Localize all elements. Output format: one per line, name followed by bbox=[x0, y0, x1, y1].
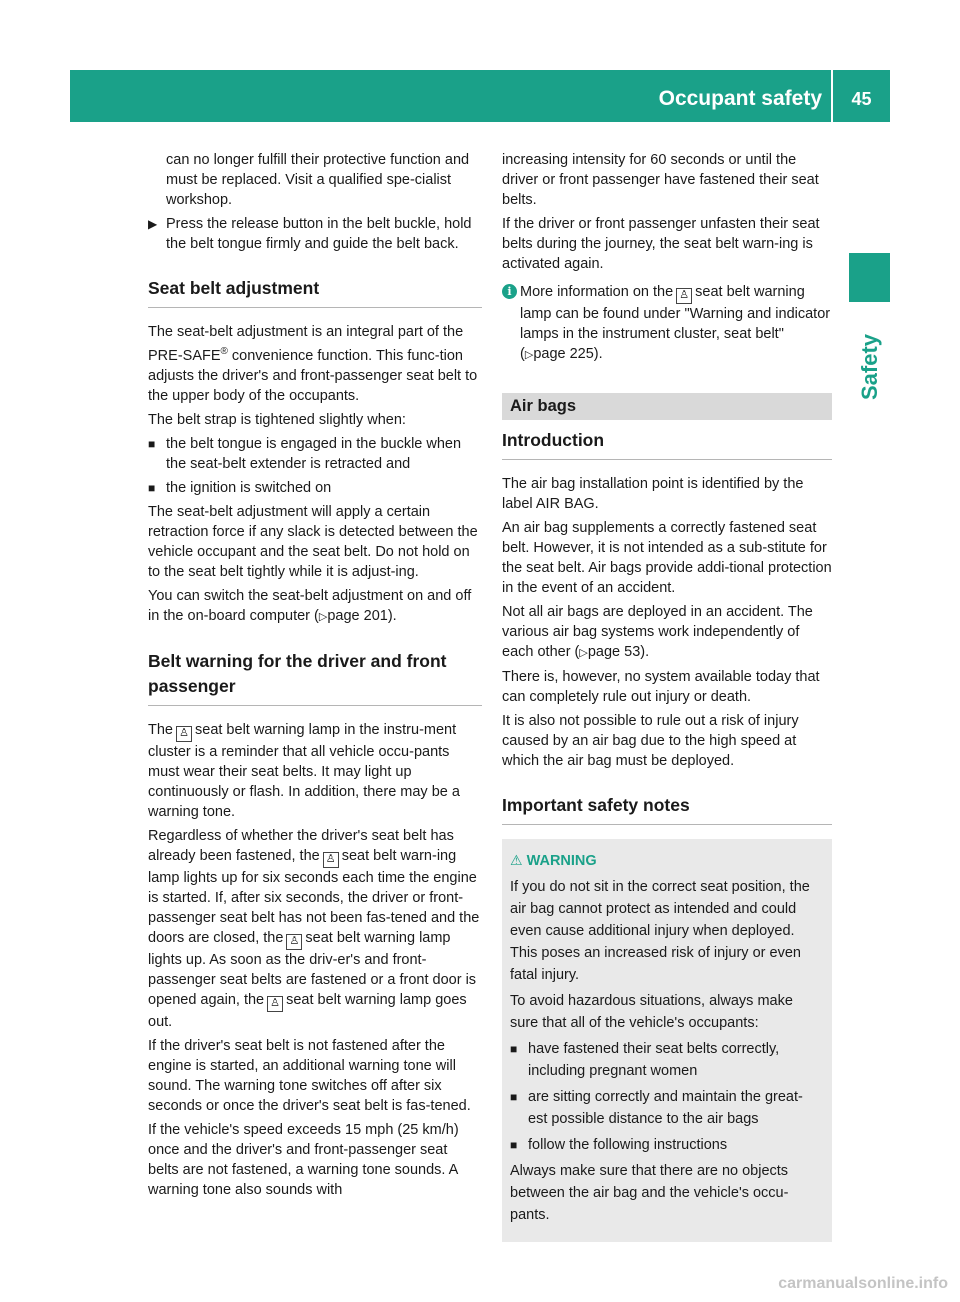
side-tab-block bbox=[849, 253, 890, 302]
paragraph: Always make sure that there are no objects between the air bag and the vehicle's occu-pants. bbox=[510, 1163, 789, 1223]
paragraph: It is also not possible to rule out a risk of injury caused by an air bag due to the high speed at which the air bag must be deployed. bbox=[502, 713, 799, 769]
paragraph: An air bag supplements a correctly fastened seat belt. However, it is not intended as a sub-stitute for the seat belt. Air bags provide addi-tional protection in the event of an accident. bbox=[502, 520, 832, 596]
heading-introduction: Introduction bbox=[502, 430, 605, 450]
list-item: ■ the belt tongue is engaged in the buckle when the seat-belt extender is retracted and bbox=[148, 435, 462, 472]
page-ref-link[interactable]: page 53). bbox=[587, 644, 650, 660]
list-item: ■ the ignition is switched on bbox=[148, 479, 332, 496]
paragraph: The seat-belt adjustment is an integral part of the PRE-SAFE® convenience function. This func-tion adjusts the driver's and front-passenger seat belt to the upper body of the occupants. bbox=[148, 324, 478, 404]
chapter-heading-air-bags: Air bags bbox=[502, 393, 832, 420]
left-column bbox=[148, 150, 482, 1204]
seatbelt-icon: ♙ bbox=[267, 996, 283, 1012]
side-tab-label: Safety bbox=[857, 333, 882, 400]
list-item: ■ are sitting correctly and maintain the great-est possible distance to the air bags bbox=[510, 1086, 822, 1130]
paragraph: If the driver's seat belt is not fastened after the engine is started, an additional warning tone will sound. The warning tone switches off after six seconds or once the driver's seat belt is fas-tened. bbox=[148, 1037, 471, 1114]
paragraph: Regardless of whether the driver's seat belt has already been fastened, the ♙ seat belt warn-ing lamp lights up for six seconds each time the engine is started. If, after six seconds, the driver or front-passenger seat belt has not been fas-tened and the doors are closed, the ♙ seat belt warning lamp lights up. As soon as the driv-er's and front-passenger seat belts are fastened or a front door is opened again, the ♙ seat belt warning lamp goes out. bbox=[148, 827, 480, 1030]
warning-header: ⚠ WARNING bbox=[510, 852, 597, 869]
page-ref-arrow-icon: ▷ bbox=[524, 349, 534, 361]
page-ref-arrow-icon: ▷ bbox=[318, 610, 328, 623]
paragraph: You can switch the seat-belt adjustment on and off in the on-board computer (▷page 201). bbox=[148, 587, 472, 624]
section-heading bbox=[502, 428, 832, 460]
seatbelt-icon: ♙ bbox=[286, 934, 302, 950]
page-ref-link[interactable]: page 201). bbox=[327, 607, 397, 624]
paragraph: The air bag installation point is identified by the label AIR BAG. bbox=[502, 476, 804, 512]
paragraph: There is, however, no system available today that can completely rule out injury or death. bbox=[502, 669, 820, 705]
bullet-icon: ■ bbox=[510, 1138, 518, 1152]
paragraph: can no longer fulfill their protective function and must be replaced. Visit a qualified spe-cialist workshop. bbox=[166, 152, 470, 208]
watermark: carmanualsonline.info bbox=[778, 1275, 948, 1292]
bullet-icon: ■ bbox=[510, 1090, 518, 1104]
page-number: 45 bbox=[851, 89, 872, 109]
bullet-icon: ■ bbox=[148, 436, 156, 451]
step-arrow-icon: ▶ bbox=[148, 217, 158, 231]
list-item: ■ follow the following instructions bbox=[510, 1134, 822, 1156]
paragraph: If the driver or front passenger unfasten their seat belts during the journey, the seat belt warn-ing is activated again. bbox=[502, 216, 820, 272]
footer bbox=[0, 1270, 960, 1302]
warning-triangle-icon: ⚠ bbox=[510, 852, 523, 868]
paragraph: To avoid hazardous situations, always make sure that all of the vehicle's occupants: bbox=[510, 993, 793, 1031]
warning-box bbox=[502, 839, 832, 1242]
heading-seat-belt-adjustment: Seat belt adjustment bbox=[148, 278, 320, 298]
bullet-icon: ■ bbox=[148, 480, 156, 495]
paragraph: Not all air bags are deployed in an accident. The various air bag systems work independently of each other (▷page 53). bbox=[502, 604, 813, 660]
section-heading bbox=[148, 276, 482, 308]
instruction-step: ▶ Press the release button in the belt buckle, hold the belt tongue firmly and guide the belt back. bbox=[148, 216, 472, 252]
paragraph: The ♙ seat belt warning lamp in the instru-ment cluster is a reminder that all vehicle occu-pants must wear their seat belts. It may light up continuously or flash. In addition, there may be a warning tone. bbox=[148, 721, 460, 820]
heading-belt-warning: Belt warning for the driver and front passenger bbox=[148, 650, 447, 696]
seatbelt-icon: ♙ bbox=[676, 288, 692, 304]
info-note: i More information on the ♙ seat belt warning lamp can be found under "Warning and indicator lamps in the instrument cluster, seat belt" (▷page 225). bbox=[502, 282, 832, 365]
page-ref-arrow-icon: ▷ bbox=[579, 647, 588, 659]
page-ref-link[interactable]: page 225). bbox=[533, 346, 603, 362]
bullet-icon: ■ bbox=[510, 1042, 518, 1056]
paragraph: If the vehicle's speed exceeds 15 mph (25 km/h) once and the driver's and front-passenger seat belts are not fastened, a warning tone sounds. A warning tone also sounds with bbox=[148, 1121, 459, 1198]
info-icon: i bbox=[502, 284, 517, 299]
paragraph: If you do not sit in the correct seat position, the air bag cannot protect as intended and could even cause additional injury when deployed. This poses an increased risk of injury or even fatal injury. bbox=[510, 879, 810, 983]
paragraph: The seat-belt adjustment will apply a certain retraction force if any slack is detected between the vehicle occupant and the seat belt. Do not hold on to the seat belt tightly while it is adjust-ing. bbox=[148, 503, 478, 580]
seatbelt-icon: ♙ bbox=[176, 726, 192, 742]
right-column bbox=[502, 150, 832, 1242]
heading-important-safety-notes: Important safety notes bbox=[502, 795, 690, 815]
page-title: Occupant safety bbox=[658, 87, 822, 110]
list-item: ■ have fastened their seat belts correctly, including pregnant women bbox=[510, 1038, 822, 1082]
section-heading bbox=[502, 793, 832, 825]
seatbelt-icon: ♙ bbox=[323, 852, 339, 868]
section-heading bbox=[148, 649, 482, 706]
paragraph: The belt strap is tightened slightly when: bbox=[148, 411, 406, 428]
paragraph: increasing intensity for 60 seconds or until the driver or front passenger have fastened their seat belts. bbox=[502, 152, 819, 208]
